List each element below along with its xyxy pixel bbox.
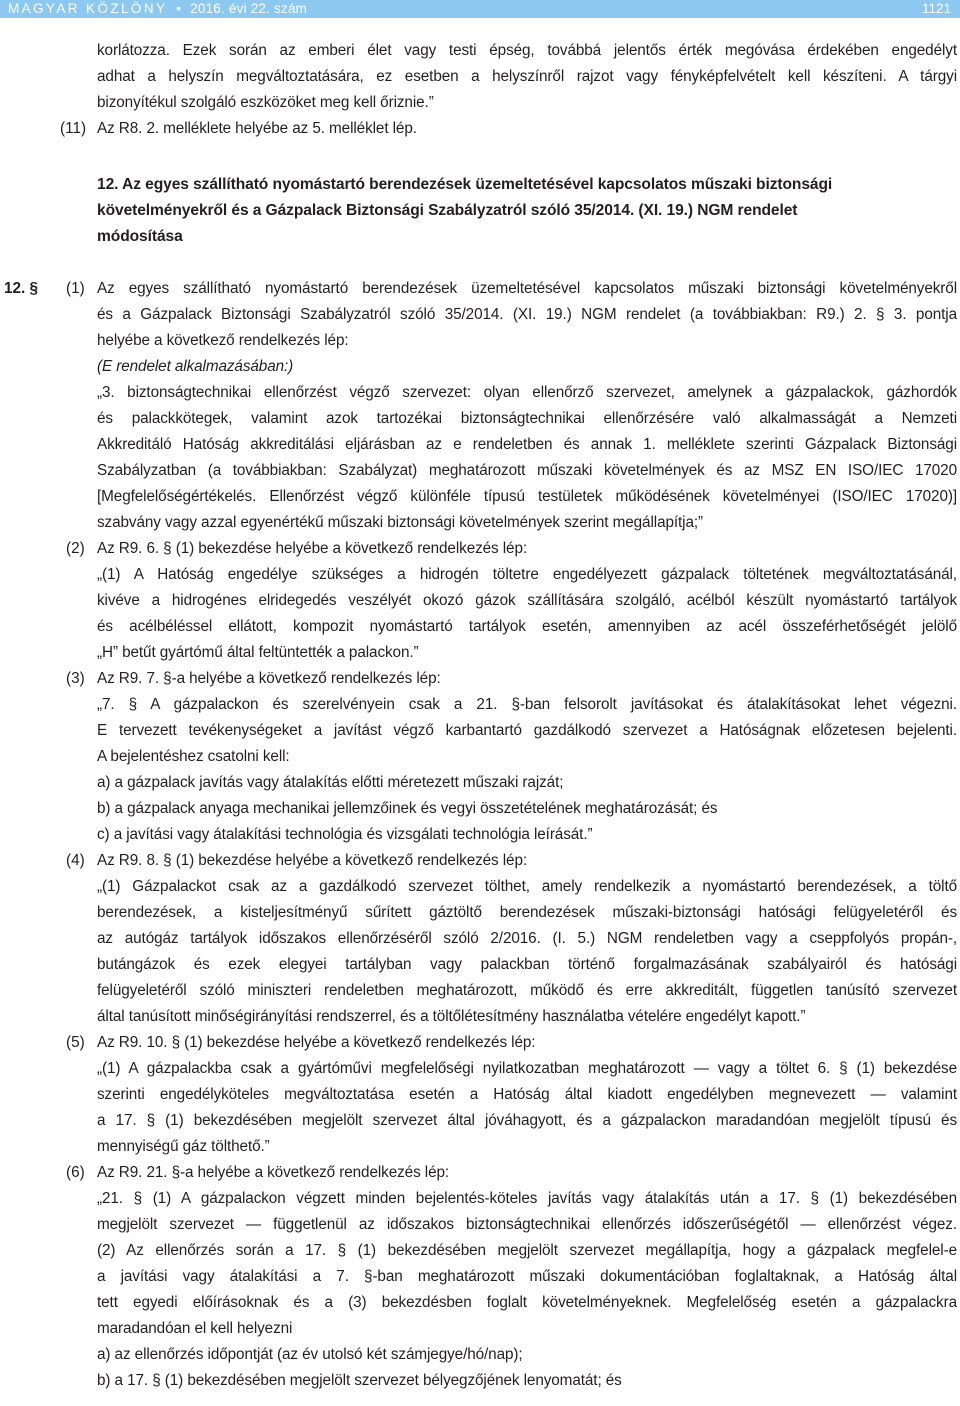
text-line: E tervezett tevékenységeket a javítást végző karbantartó gazdálkodó szervezet a Hatóságnak előzetesen bejelenti. [97,722,957,739]
subsection-marker: (3) [66,670,85,687]
text-line: Szabályzatban (a továbbiakban: Szabályzat) meghatározott műszaki követelmények és az MSZ EN ISO/IEC 17020 [97,462,957,479]
text-line: a 17. § (1) bekezdésében megjelölt szervezet által jóváhagyott, és a gázpalackon maradandóan megjelölt típusú és [97,1112,957,1129]
text-line: Az R8. 2. melléklete helyébe az 5. melléklet lép. [97,120,417,137]
text-line: az autógáz tartályok időszakos ellenőrzéséről szóló 2/2016. (I. 5.) NGM rendeletben vagy a cseppfolyós propán-, [97,930,957,947]
paragraph-number: 12. § [4,280,39,297]
section-heading-line: 12. Az egyes szállítható nyomástartó berendezések üzemeltetésével kapcsolatos műszaki biztonsági [97,176,833,193]
page-header [0,0,960,18]
subsection-marker: (6) [66,1164,85,1181]
text-line: Az R9. 10. § (1) bekezdése helyébe a következő rendelkezés lép: [97,1034,536,1051]
text-line: „21. § (1) A gázpalackon végzett minden bejelentés-köteles javítás vagy átalakítás után a 17. § (1) bekezdésében [97,1190,957,1207]
text-line: „(1) A gázpalackba csak a gyártóművi megfelelőségi nyilatkozatban meghatározott — vagy a töltet 6. § (1) bekezdése [97,1060,957,1077]
text-line: A bejelentéshez csatolni kell: [97,748,290,765]
text-line: felügyeletéről szóló miniszteri rendeletben meghatározott, működő és erre akkreditált, független tanúsító szervezet [97,982,957,999]
header-separator: • [176,1,182,16]
italic-preamble: (E rendelet alkalmazásában:) [97,358,294,375]
section-heading-line: követelményekről és a Gázpalack Biztonsági Szabályzatról szóló 35/2014. (XI. 19.) NGM rendelet [97,202,798,219]
section-heading-line: módosítása [97,228,183,245]
text-line: „3. biztonságtechnikai ellenőrzést végző szervezet: olyan ellenőrző szervezet, amelynek a gázpalackok, gázhordók [97,384,957,401]
text-line: adhat a helyszín megváltoztatására, ez esetben a helyszínről rajzot vagy fényképfelvételt kell készíteni. A tárgyi [97,68,957,85]
page-number: 1121 [921,1,951,16]
subsection-marker: (2) [66,540,85,557]
text-line: helyébe a következő rendelkezés lép: [97,332,349,349]
text-line: a) a gázpalack javítás vagy átalakítás előtti méretezett műszaki rajzát; [97,774,564,791]
text-line: korlátozza. Ezek során az emberi élet vagy testi épség, továbbá jelentős érték megóvása érdekében engedélyt [97,42,957,59]
text-line: Az R9. 7. §-a helyébe a következő rendelkezés lép: [97,670,441,687]
text-line: bizonyítékul szolgáló eszközöket meg kell őriznie.” [97,94,434,111]
journal-title: MAGYAR KÖZLÖNY [8,1,168,16]
text-line: butángázok és ezek elegyei tartályban vagy palackban történő forgalmazásának szabályairól és hatósági [97,956,957,973]
text-line: szabvány vagy azzal egyenértékű műszaki biztonsági követelmények szerint megállapítja;” [97,514,704,531]
text-line: c) a javítási vagy átalakítási technológia és vizsgálati technológia leírását.” [97,826,593,843]
text-line: „H” betűt gyártómű által feltüntették a palackon.” [97,644,419,661]
text-line: szerinti engedélyköteles megváltoztatása esetén a Hatóság által kiadott engedélyben megnevezett — valamint [97,1086,957,1103]
text-line: berendezések, a kisteljesítményű sűrített gáztöltő berendezések műszaki-biztonsági hatósági felügyeletéről és [97,904,957,921]
text-line: kivéve a hidrogénes elridegedés veszélyét okozó gázok szállítására szolgáló, acélból készült nyomástartó tartályok [97,592,957,609]
text-line: Az R9. 6. § (1) bekezdése helyébe a következő rendelkezés lép: [97,540,528,557]
text-line: a) az ellenőrzés időpontját (az év utolsó két számjegye/hó/nap); [97,1346,523,1363]
text-line: Az R9. 8. § (1) bekezdése helyébe a következő rendelkezés lép: [97,852,528,869]
text-line: b) a gázpalack anyaga mechanikai jellemzőinek és vegyi összetételének meghatározását; és [97,800,718,817]
text-line: b) a 17. § (1) bekezdésében megjelölt szervezet bélyegzőjének lenyomatát; és [97,1372,622,1389]
journal-header [8,1,307,16]
text-line: tett egyedi előírásoknak és a (3) bekezdésben foglalt követelményeknek. Megfelelőség esetén a gázpalackra [97,1294,957,1311]
text-line: maradandóan el kell helyezni [97,1320,293,1337]
text-line: megjelölt szervezet — függetlenül az időszakos biztonságtechnikai ellenőrzés időszerűségétől — ellenőrzést végez. [97,1216,957,1233]
text-line: és acélbéléssel ellátott, kompozit nyomástartó tartályok esetén, amennyiben az acél összeférhetőségét jelölő [97,618,957,635]
text-line: [Megfelelőségértékelés. Ellenőrzést végző különféle típusú testületek működésének követelményei (ISO/IEC 17020)] [97,488,957,505]
text-line: „(1) Gázpalackot csak az a gazdálkodó szervezet tölthet, amely rendelkezik a nyomástartó berendezések, a töltő [97,878,957,895]
subsection-marker: (5) [66,1034,85,1051]
text-line: Az egyes szállítható nyomástartó berendezések üzemeltetésével kapcsolatos műszaki biztonsági követelményekről [97,280,957,297]
subsection-marker: (1) [66,280,85,297]
text-line: Akkreditáló Hatóság akkreditálási eljárásban az e rendeletben és annak 1. melléklete szerinti Gázpalack Biztonsági [97,436,957,453]
text-line: által tanúsított minőségirányítási rendszerrel, és a töltőlétesítmény használatba vételére engedélyt kapott.” [97,1008,806,1025]
text-line: és palackkötegek, valamint azok tartozékai biztonságtechnikai ellenőrzésére való alkalmasságát a Nemzeti [97,410,957,427]
text-line: a javítási vagy átalakítási a 7. §-ban meghatározott műszaki dokumentációban foglaltaknak, a Hatóság által [97,1268,957,1285]
issue-date: 2016. évi 22. szám [190,1,308,16]
subsection-marker: (4) [66,852,85,869]
text-line: mennyiségű gáz tölthető.” [97,1138,270,1155]
text-line: (2) Az ellenőrzés során a 17. § (1) bekezdésében megjelölt szervezet megállapítja, hogy a gázpalack megfelel-e [97,1242,957,1259]
text-line: „(1) A Hatóság engedélye szükséges a hidrogén töltetre engedélyezett gázpalack töltetének megváltoztatásánál, [97,566,957,583]
text-line: Az R9. 21. §-a helyébe a következő rendelkezés lép: [97,1164,450,1181]
item-marker: (11) [60,120,87,137]
text-line: és a Gázpalack Biztonsági Szabályzatról szóló 35/2014. (XI. 19.) NGM rendelet (a továbbiakban: R9.) 2. § 3. pontja [97,306,957,323]
text-line: „7. § A gázpalackon és szerelvényein csak a 21. §-ban felsorolt javításokat és átalakításokat lehet végezni. [97,696,957,713]
